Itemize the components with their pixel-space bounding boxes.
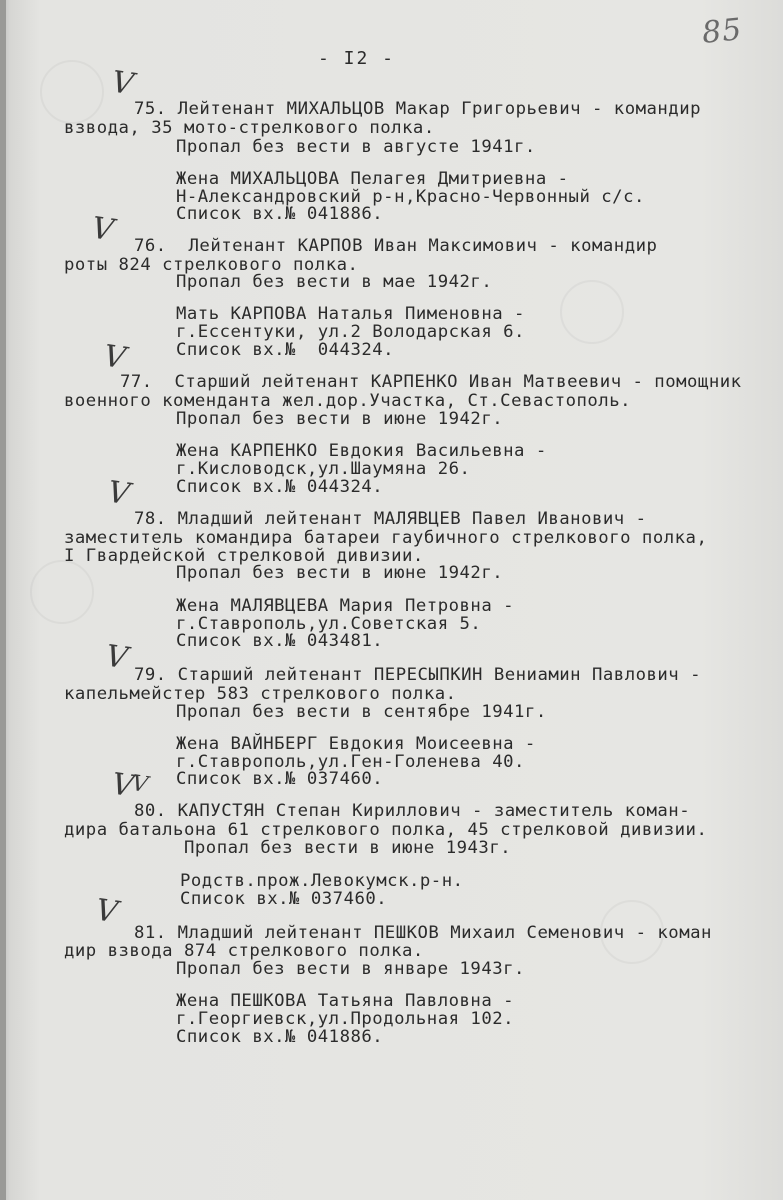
entry-text-line: Список вх.№ 037460. — [176, 769, 384, 789]
entry-text-line: Список вх.№ 041886. — [176, 204, 384, 224]
entry-text-line: Список вх.№ 044324. — [176, 477, 384, 497]
entry-text-line: I Гвардейской стрелковой дивизии. — [64, 546, 424, 566]
entry-text-line: Жена ПЕШКОВА Татьяна Павловна - — [176, 991, 515, 1011]
entry-text-line: Пропал без вести в июне 1943г. — [184, 838, 512, 858]
watermark — [40, 60, 104, 124]
entry-text-line: г.Ставрополь,ул.Ген-Голенева 40. — [176, 752, 525, 772]
checkmark: V — [93, 892, 121, 931]
entry-text-line: г.Кисловодск,ул.Шаумяна 26. — [176, 459, 471, 479]
entry-text-line: 76. Лейтенант КАРПОВ Иван Максимович - командир — [134, 236, 658, 256]
entry-text-line: капельмейстер 583 стрелкового полка. — [64, 684, 457, 704]
entry-text-line: Жена МИХАЛЬЦОВА Пелагея Дмитриевна - — [176, 169, 569, 189]
checkmark: V — [103, 638, 131, 677]
entry-text-line: Мать КАРПОВА Наталья Пименовна - — [176, 304, 525, 324]
entry-text-line: 79. Старший лейтенант ПЕРЕСЫПКИН Вениамин Павлович - — [134, 665, 702, 685]
entry-text-line: 81. Младший лейтенант ПЕШКОВ Михаил Семенович - коман — [134, 923, 712, 943]
entry-text-line: взвода, 35 мото-стрелкового полка. — [64, 118, 435, 138]
entry-text-line: Н-Александровский р-н,Красно-Червонный с/с. — [176, 187, 645, 207]
page-number: - I2 - — [318, 48, 396, 69]
entry-text-line: 78. Младший лейтенант МАЛЯВЦЕВ Павел Иванович - — [134, 509, 647, 529]
entry-text-line: 80. КАПУСТЯН Степан Кириллович - заместитель коман- — [134, 801, 691, 821]
entry-text-line: г.Ессентуки, ул.2 Володарская 6. — [176, 322, 525, 342]
entry-text-line: Список вх.№ 037460. — [180, 889, 388, 909]
entry-text-line: Пропал без вести в сентябре 1941г. — [176, 702, 547, 722]
entry-text-line: Список вх.№ 041886. — [176, 1027, 384, 1047]
entry-text-line: Пропал без вести в августе 1941г. — [176, 137, 536, 157]
entry-text-line: заместитель командира батареи гаубичного стрелкового полка, — [64, 528, 708, 548]
entry-text-line: дир взвода 874 стрелкового полка. — [64, 941, 424, 961]
checkmark: V — [130, 771, 150, 798]
watermark — [560, 280, 624, 344]
checkmark: V — [101, 338, 129, 377]
entry-text-line: Список вх.№ 043481. — [176, 631, 384, 651]
entry-text-line: роты 824 стрелкового полка. — [64, 255, 359, 275]
watermark — [30, 560, 94, 624]
checkmark: V — [109, 64, 137, 103]
entry-text-line: Пропал без вести в июне 1942г. — [176, 563, 504, 583]
entry-text-line: Пропал без вести в июне 1942г. — [176, 409, 504, 429]
entry-text-line: Жена КАРПЕНКО Евдокия Васильевна - — [176, 441, 547, 461]
entry-text-line: г.Георгиевск,ул.Продольная 102. — [176, 1009, 515, 1029]
checkmark: V — [109, 766, 137, 805]
entry-text-line: военного коменданта жел.дор.Участка, Ст.Севастополь. — [64, 391, 632, 411]
entry-text-line: Жена МАЛЯВЦЕВА Мария Петровна - — [176, 596, 515, 616]
entry-text-line: 75. Лейтенант МИХАЛЬЦОВ Макар Григорьевич - командир — [134, 99, 702, 119]
entry-text-line: Жена ВАЙНБЕРГ Евдокия Моисеевна - — [176, 734, 536, 754]
page-edge — [0, 0, 6, 1200]
handwritten-page-number: 85 — [700, 11, 744, 52]
entry-text-line: Родств.прож.Левокумск.р-н. — [180, 871, 464, 891]
entry-text-line: Пропал без вести в мае 1942г. — [176, 272, 493, 292]
checkmark: V — [89, 210, 117, 249]
entry-text-line: 77. Старший лейтенант КАРПЕНКО Иван Матвеевич - помощник — [120, 372, 742, 392]
entry-text-line: дира батальона 61 стрелкового полка, 45 стрелковой дивизии. — [64, 820, 708, 840]
checkmark: V — [105, 474, 133, 513]
entry-text-line: г.Ставрополь,ул.Советская 5. — [176, 614, 482, 634]
entry-text-line: Пропал без вести в январе 1943г. — [176, 959, 525, 979]
entry-text-line: Список вх.№ 044324. — [176, 340, 395, 360]
